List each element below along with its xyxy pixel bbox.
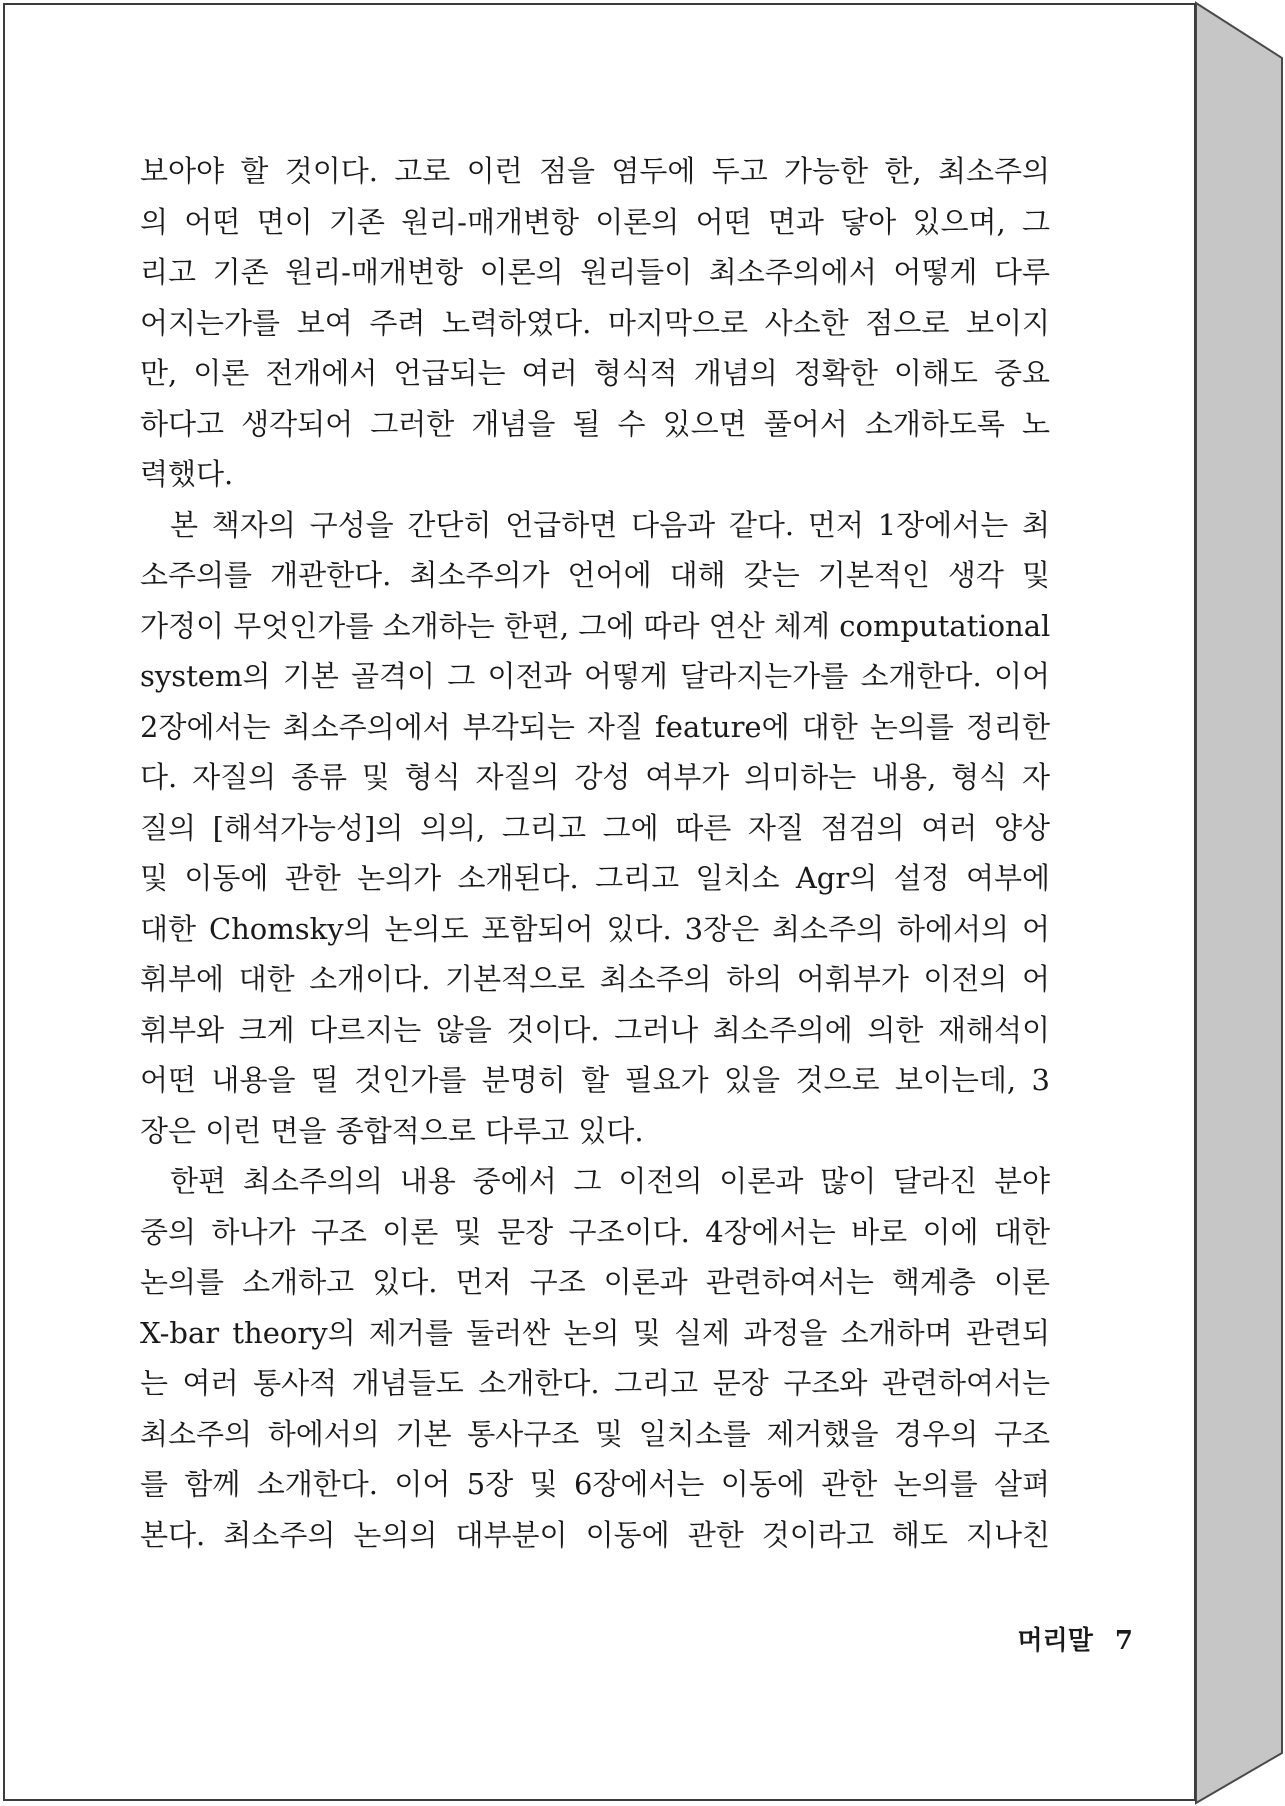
text-line: 를 함께 소개한다. 이어 5장 및 6장에서는 이동에 관한 논의를 살펴 (140, 1467, 1050, 1501)
text-line: 는 여러 통사적 개념들도 소개한다. 그리고 문장 구조와 관련하여서는 (140, 1366, 1050, 1400)
text-line: 하다고 생각되어 그러한 개념을 될 수 있으면 풀어서 소개하도록 노 (140, 406, 1050, 441)
text-line: 의 어떤 면이 기존 원리-매개변항 이론의 어떤 면과 닿아 있으며, 그 (140, 204, 1050, 239)
text-line: 보아야 할 것이다. 고로 이런 점을 염두에 두고 가능한 한, 최소주의 (140, 154, 1050, 188)
text-line: system의 기본 골격이 그 이전과 어떻게 달라지는가를 소개한다. 이어 (140, 659, 1050, 693)
text-line: 어지는가를 보여 주려 노력하였다. 마지막으로 사소한 점으로 보이지 (140, 305, 1050, 340)
text-line: 리고 기존 원리-매개변항 이론의 원리들이 최소주의에서 어떻게 다루 (140, 255, 1050, 289)
text-line: 휘부에 대한 소개이다. 기본적으로 최소주의 하의 어휘부가 이전의 어 (140, 962, 1050, 996)
text-line: 어떤 내용을 띨 것인가를 분명히 할 필요가 있을 것으로 보이는데, 3 (140, 1063, 1050, 1097)
text-line: 본 책자의 구성을 간단히 언급하면 다음과 같다. 먼저 1장에서는 최 (170, 507, 1050, 542)
body-text (140, 146, 1050, 1560)
text-line: 장은 이런 면을 종합적으로 다루고 있다. (140, 1113, 644, 1148)
text-line: 만, 이론 전개에서 언급되는 여러 형식적 개념의 정확한 이해도 중요 (140, 356, 1050, 390)
text-line: 2장에서는 최소주의에서 부각되는 자질 feature에 대한 논의를 정리한 (140, 709, 1050, 744)
page-number: 7 (1114, 1626, 1133, 1656)
paragraph-2 (140, 500, 1050, 1157)
text-line: 및 이동에 관한 논의가 소개된다. 그리고 일치소 Agr의 설정 여부에 (140, 861, 1050, 895)
text-line: 한편 최소주의의 내용 중에서 그 이전의 이론과 많이 달라진 분야 (170, 1164, 1050, 1198)
paragraph-1 (140, 146, 1050, 500)
text-line: 다. 자질의 종류 및 형식 자질의 강성 여부가 의미하는 내용, 형식 자 (140, 760, 1050, 794)
page-footer (1018, 1620, 1133, 1657)
paragraph-3 (140, 1156, 1050, 1560)
text-line: 논의를 소개하고 있다. 먼저 구조 이론과 관련하여서는 핵계층 이론 (140, 1265, 1050, 1299)
text-line: 질의 [해석가능성]의 의의, 그리고 그에 따른 자질 점검의 여러 양상 (140, 810, 1050, 845)
text-line: 중의 하나가 구조 이론 및 문장 구조이다. 4장에서는 바로 이에 대한 (140, 1214, 1050, 1249)
text-line: 력했다. (140, 457, 234, 491)
text-line: 최소주의 하에서의 기본 통사구조 및 일치소를 제거했을 경우의 구조 (140, 1416, 1050, 1451)
text-line: 가정이 무엇인가를 소개하는 한편, 그에 따라 연산 체계 computational (140, 608, 1050, 643)
text-line: 대한 Chomsky의 논의도 포함되어 있다. 3장은 최소주의 하에서의 어 (140, 911, 1050, 946)
text-line: 소주의를 개관한다. 최소주의가 언어에 대해 갖는 기본적인 생각 및 (140, 558, 1050, 592)
text-line: 본다. 최소주의 논의의 대부분이 이동에 관한 것이라고 해도 지나친 (140, 1517, 1050, 1552)
running-footer-title: 머리말 (1017, 1626, 1093, 1656)
text-line: X-bar theory의 제거를 둘러싼 논의 및 실제 과정을 소개하며 관련되 (140, 1315, 1050, 1350)
text-line: 휘부와 크게 다르지는 않을 것이다. 그러나 최소주의에 의한 재해석이 (140, 1012, 1050, 1047)
